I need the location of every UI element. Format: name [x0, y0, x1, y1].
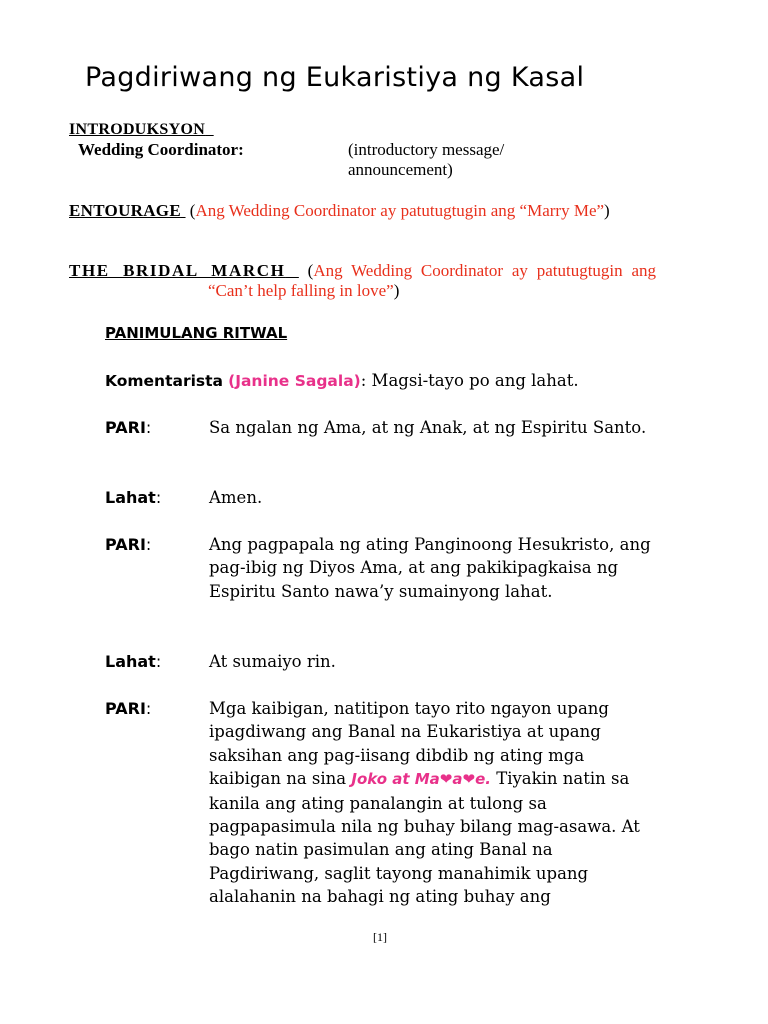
dialogue-text: Sa ngalan ng Ama, at ng Anak, at ng Espiritu Santo.	[209, 418, 647, 437]
speaker-colon: :	[155, 488, 162, 507]
dialogue-text-after: Tiyakin natin sa kanila ang ating panalangin at tulong sa pagpapasimula nila ng buhay bilang mag-asawa. At bago natin pasimulan ang ating Banal na Pagdiriwang, saglit tayong manahimik upang alalahanin na bahagi ng ating buhay ang	[209, 769, 640, 907]
dialogue-text: Ang pagpapala ng ating Panginoong Hesukristo, ang pag-ibig ng Diyos Ama, at ang pakikipagkaisa ng Espiritu Santo nawa’y sumainyong lahat.	[209, 535, 651, 601]
speaker-label	[105, 416, 151, 439]
heading-introduksyon	[69, 121, 214, 139]
bridal-march-close-paren: )	[393, 281, 400, 300]
bridal-march-note: Ang Wedding Coordinator ay patutugtugin ang “Can’t help falling in love”	[208, 261, 656, 300]
speaker-label	[105, 697, 151, 720]
dialogue-text	[209, 697, 657, 909]
page-number: [1]	[373, 930, 387, 944]
heading-panimulang-ritwal: PANIMULANG RITWAL	[105, 324, 288, 342]
speaker-label-text: PARI	[105, 418, 146, 437]
dialogue-text-before: Mga kaibigan, natitipon tayo rito ngayon upang ipagdiwang ang Banal na Eukaristiya at upang saksihan ang pag-iisang dibdib ng ating mga kaibigan na sina	[209, 699, 609, 789]
coordinator-label: Wedding Coordinator:	[78, 140, 244, 159]
coordinator-note: (introductory message/ announcement)	[348, 140, 505, 179]
bridal-march-paragraph	[69, 261, 656, 301]
komentarista-label: Komentarista	[105, 372, 224, 390]
komentarista-name: (Janine Sagala)	[228, 372, 361, 390]
couple-names: Joko at Ma❤a❤e.	[351, 770, 491, 789]
speaker-colon: :	[155, 652, 162, 671]
entourage-note: Ang Wedding Coordinator ay patutugtugin ang “Marry Me”	[195, 201, 605, 220]
entourage-close-paren: )	[604, 201, 610, 220]
page-title: Pagdiriwang ng Eukaristiya ng Kasal	[85, 62, 585, 93]
speaker-label-text: PARI	[105, 699, 146, 718]
komentarista-text: : Magsi-tayo po ang lahat.	[360, 371, 579, 390]
speaker-colon: :	[145, 535, 152, 554]
entourage-section	[69, 201, 656, 221]
heading-introduksyon-text: INTRODUKSYON	[69, 121, 206, 138]
heading-bridal-march	[69, 261, 299, 280]
entourage-paragraph	[69, 201, 656, 221]
speaker-label	[105, 533, 151, 556]
speaker-label	[105, 486, 161, 509]
speaker-colon: :	[145, 699, 152, 718]
bridal-march-section	[69, 261, 656, 301]
bridal-march-open-paren: (	[307, 261, 314, 280]
speaker-label	[105, 650, 161, 673]
heading-entourage	[69, 201, 186, 220]
heading-bridal-march-text: THE BRIDAL MARCH	[69, 261, 286, 280]
komentarista-line	[105, 369, 665, 393]
entourage-open-paren: (	[189, 201, 196, 220]
heading-entourage-text: ENTOURAGE	[69, 201, 181, 220]
speaker-label-text: PARI	[105, 535, 146, 554]
speaker-label-text: Lahat	[105, 488, 156, 507]
dialogue-text: At sumaiyo rin.	[209, 652, 336, 671]
speaker-colon: :	[145, 418, 152, 437]
speaker-label-text: Lahat	[105, 652, 156, 671]
dialogue-text: Amen.	[209, 488, 263, 507]
